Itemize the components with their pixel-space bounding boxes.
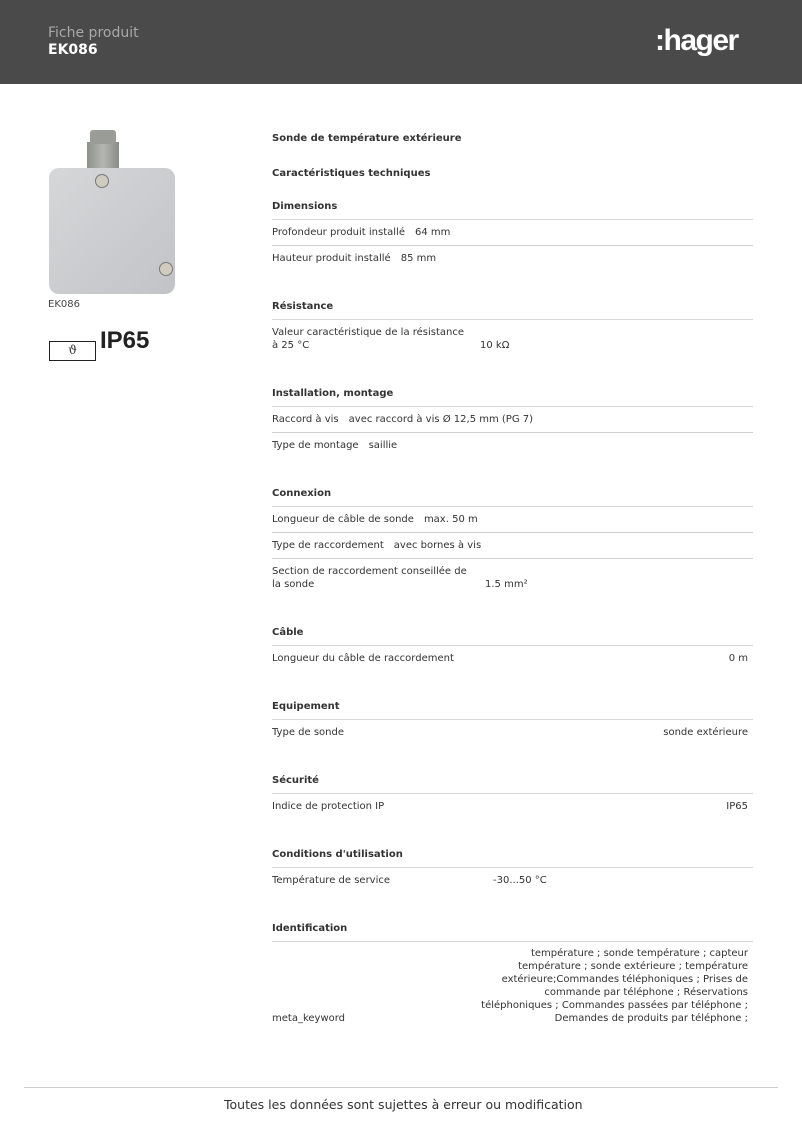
spec-row: [272, 433, 753, 458]
spec-label: Longueur du câble de raccordement: [272, 653, 454, 664]
spec-row: [272, 246, 753, 271]
spec-row: [272, 407, 753, 433]
section-heading: Résistance: [272, 301, 753, 320]
spec-label: Longueur de câble de sonde: [272, 514, 414, 525]
spec-label: Valeur caractéristique de la résistance à 25 °C: [272, 327, 465, 351]
image-caption: EK086: [48, 299, 80, 310]
spec-label: Indice de protection IP: [272, 801, 385, 812]
spec-value: 0 m: [728, 653, 748, 664]
spec-label: Type de montage: [272, 440, 359, 451]
spec-value: IP65: [726, 801, 748, 812]
section-heading: Installation, montage: [272, 388, 753, 407]
section-heading: Equipement: [272, 701, 753, 720]
spec-row: [272, 507, 753, 533]
temperature-symbol-icon: ϑ: [49, 341, 96, 361]
hager-logo: :hager: [655, 24, 738, 57]
spec-row: [272, 720, 753, 745]
spec-row: [272, 220, 753, 246]
header-product-code: EK086: [48, 42, 98, 58]
section-heading: Conditions d'utilisation: [272, 849, 753, 868]
ip-rating-badge: IP65: [100, 327, 150, 354]
spec-value: 85 mm: [400, 253, 437, 264]
product-title: Sonde de température extérieure: [272, 133, 462, 144]
spec-row: [272, 794, 753, 819]
spec-value: 1.5 mm²: [485, 579, 528, 590]
spec-value: avec bornes à vis: [393, 540, 482, 551]
spec-value: 10 kΩ: [480, 340, 510, 351]
spec-row: [272, 320, 753, 358]
section-heading: Câble: [272, 627, 753, 646]
section-heading: Connexion: [272, 488, 753, 507]
spec-value: sonde extérieure: [663, 727, 748, 738]
spec-sheet: [272, 133, 753, 1025]
spec-label: Type de raccordement: [272, 540, 384, 551]
section-heading: Dimensions: [272, 201, 753, 220]
spec-label: Raccord à vis: [272, 414, 339, 425]
spec-label: Section de raccordement conseillée de la sonde: [272, 566, 467, 590]
spec-row: [272, 942, 753, 1025]
spec-value: température ; sonde température ; capteur température ; sonde extérieure ; température extérieure;Commandes téléphoniques ; Prises de commande par téléphone ; Réservations téléphoniques ; Commandes passées par téléphone ; Demandes de produits par téléphone ;: [481, 948, 748, 1024]
spec-row: [272, 646, 753, 671]
header-subtitle: Fiche produit: [48, 25, 139, 41]
section-heading: Identification: [272, 923, 753, 942]
footer-disclaimer: Toutes les données sont sujettes à erreur ou modification: [224, 1097, 583, 1112]
product-image: [48, 128, 178, 298]
spec-value: avec raccord à vis Ø 12,5 mm (PG 7): [348, 414, 534, 425]
spec-label: Température de service: [272, 875, 391, 886]
spec-label: Type de sonde: [272, 727, 344, 738]
spec-row: [272, 533, 753, 559]
spec-label: meta_keyword: [272, 1013, 346, 1024]
spec-value: -30...50 °C: [493, 875, 547, 886]
spec-value: saillie: [368, 440, 398, 451]
spec-row: [272, 868, 753, 893]
spec-subtitle: Caractéristiques techniques: [272, 168, 431, 179]
spec-row: [272, 559, 753, 597]
footer: [24, 1087, 778, 1112]
header: [0, 0, 802, 84]
section-heading: Sécurité: [272, 775, 753, 794]
spec-label: Profondeur produit installé: [272, 227, 405, 238]
spec-label: Hauteur produit installé: [272, 253, 391, 264]
spec-value: 64 mm: [414, 227, 451, 238]
spec-value: max. 50 m: [423, 514, 478, 525]
